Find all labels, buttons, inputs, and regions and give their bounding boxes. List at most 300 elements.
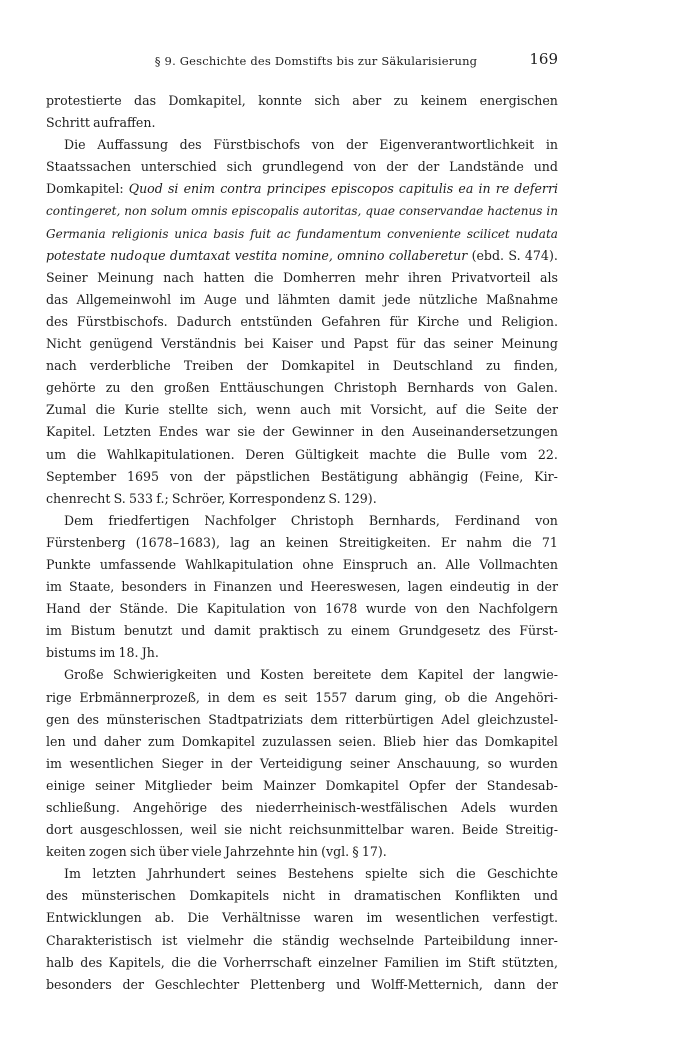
word: das	[46, 291, 69, 307]
word: Domkapitel,	[168, 93, 246, 108]
body-text	[46, 90, 558, 996]
word: episcopos	[331, 181, 394, 197]
word: Zumal	[46, 402, 87, 418]
word: die	[252, 932, 273, 948]
word: nützliche	[418, 291, 478, 307]
word: im	[366, 910, 383, 926]
word: Standesab-	[486, 777, 558, 793]
word: si	[167, 181, 179, 197]
word: Auffassung	[97, 137, 169, 153]
word: der	[472, 667, 495, 683]
word: zu	[486, 358, 501, 374]
word: den	[446, 601, 470, 617]
text-line	[46, 554, 558, 576]
word: Geschlechter	[154, 976, 240, 992]
word: protestierte	[46, 93, 122, 108]
word: omnino	[337, 247, 385, 263]
word: Blieb	[383, 733, 416, 749]
word: Angehöri-	[495, 689, 558, 705]
word: der	[455, 777, 477, 793]
word: und	[245, 291, 270, 307]
text-line	[46, 399, 558, 421]
word: Bernhards	[407, 380, 475, 396]
word: Staate,	[69, 579, 115, 595]
word: (Feine,	[479, 468, 524, 484]
word: damit	[213, 623, 251, 639]
text-line	[46, 421, 558, 443]
word: halb	[46, 954, 74, 970]
word: nomine,	[281, 247, 333, 263]
word: an	[259, 534, 276, 550]
word: Die	[176, 601, 199, 617]
word: und	[533, 888, 558, 904]
word: S.	[113, 490, 126, 506]
word: Deren	[245, 446, 285, 462]
word: genügend	[89, 336, 153, 352]
word: stützten,	[502, 954, 558, 970]
word: Domkapitel:	[46, 181, 124, 197]
word: auf	[436, 402, 457, 418]
word: der	[386, 159, 408, 175]
text-line	[46, 223, 558, 245]
word: Jahrzehnte	[224, 844, 295, 860]
word: grundlegend	[262, 159, 344, 175]
text-line	[46, 377, 558, 399]
word: seiner	[95, 777, 135, 793]
word: ihren	[407, 269, 442, 285]
word: Kirche	[417, 313, 460, 329]
text-line	[46, 90, 558, 112]
word: aber	[352, 93, 382, 108]
word: Germania	[46, 226, 106, 241]
word: die	[254, 269, 274, 285]
word: Familien	[383, 954, 439, 970]
word: 71	[541, 534, 558, 550]
word: aufraffen.	[93, 115, 156, 131]
text-line	[46, 841, 558, 863]
word: der	[536, 579, 558, 595]
word: sich	[419, 866, 445, 882]
word: conveniente	[387, 226, 461, 241]
word: re	[495, 181, 510, 197]
word: die	[171, 954, 191, 970]
word: Kapitel	[417, 667, 464, 683]
word: Fürst-	[519, 623, 558, 639]
text-line	[46, 907, 558, 929]
word: darum	[355, 689, 397, 705]
word: (1678–1683),	[135, 534, 220, 550]
text-line	[46, 952, 558, 974]
word: beim	[221, 777, 254, 793]
word: gen	[46, 711, 70, 727]
text-line	[46, 245, 558, 267]
word: enim	[183, 181, 216, 197]
word: wurden	[509, 800, 558, 815]
word: Staatssachen	[46, 159, 131, 175]
word: Jahrhundert	[147, 866, 226, 882]
word: Schritt	[46, 115, 90, 131]
word: weil	[190, 822, 217, 838]
word: Kapitels,	[108, 954, 165, 970]
word: im	[445, 954, 462, 970]
word: ist	[161, 932, 178, 948]
word: Große	[64, 667, 104, 683]
word: Fürstbischofs	[213, 137, 301, 153]
word: wurde	[365, 601, 407, 617]
word: sich,	[217, 402, 248, 418]
word: die	[467, 689, 488, 705]
text-line	[46, 444, 558, 466]
text-line	[46, 134, 558, 156]
word: Deutschland	[392, 358, 473, 374]
word: benutzt	[124, 623, 173, 639]
word: gleichzustel-	[477, 711, 558, 727]
word: lähmten	[277, 291, 331, 307]
text-line	[46, 642, 558, 664]
word: zuzulassen	[262, 733, 332, 749]
word: der	[536, 402, 558, 418]
text-line	[46, 930, 558, 952]
word: wesentlichen	[395, 910, 480, 926]
word: nudoque	[110, 247, 166, 263]
word: konnte	[258, 93, 303, 108]
text-line	[46, 532, 558, 554]
word: zu	[393, 93, 409, 108]
word: in	[517, 579, 530, 595]
word: Allgemeinwohl	[76, 291, 172, 307]
word: sich	[129, 844, 156, 860]
word: Verständnis	[160, 336, 237, 352]
word: Finanzen	[213, 579, 272, 595]
word: September	[46, 468, 117, 484]
word: bistums	[46, 645, 97, 661]
word: mit	[340, 402, 362, 418]
word: Parteibildung	[423, 932, 511, 948]
word: Charakteristisch	[46, 932, 153, 948]
word: Religion.	[501, 313, 558, 329]
word: Domkapitels	[189, 888, 270, 904]
text-line	[46, 112, 558, 134]
word: im	[46, 755, 62, 771]
text-line	[46, 974, 558, 996]
word: Fürstbischofs.	[76, 313, 168, 329]
text-line	[46, 289, 558, 311]
word: hatten	[203, 269, 245, 285]
word: einige	[46, 777, 86, 793]
word: Jh.	[141, 645, 159, 661]
word: zu	[105, 380, 121, 396]
word: in	[328, 888, 341, 904]
word: Gewinner	[291, 424, 354, 440]
word: in	[546, 204, 558, 219]
word: Heereswesen,	[310, 579, 401, 595]
text-line	[46, 775, 558, 797]
word: ab.	[154, 910, 175, 926]
word: in	[207, 689, 220, 705]
word: Vorsicht,	[370, 402, 427, 418]
word: den	[380, 424, 405, 440]
word: Anschauung,	[397, 755, 480, 771]
word: deferri	[514, 181, 558, 197]
word: von	[483, 380, 507, 396]
text-line	[46, 731, 558, 753]
word: und	[181, 623, 206, 639]
word: des	[179, 137, 202, 153]
word: Domkapitel	[281, 358, 355, 374]
word: Kaiser	[271, 336, 313, 352]
word: Wahlkapitulation	[185, 556, 294, 572]
word: Wolff-Metternich,	[371, 976, 483, 992]
word: Sieger	[161, 755, 204, 771]
word: für	[389, 313, 409, 329]
word: bei	[244, 336, 264, 352]
word: wesentlichen	[69, 755, 154, 771]
word: seiner	[349, 755, 390, 771]
word: spielte	[365, 866, 408, 882]
word: großen	[163, 380, 210, 396]
text-line	[46, 333, 558, 355]
word: Er	[440, 534, 457, 550]
word: Opfer	[408, 777, 446, 793]
word: 474).	[524, 247, 558, 263]
word: der	[262, 424, 285, 440]
word: 533	[129, 490, 154, 506]
text-line	[46, 510, 558, 532]
word: Konflikten	[454, 888, 521, 904]
word: wechselnde	[339, 932, 415, 948]
word: niederrheinisch-westfälischen	[255, 800, 448, 815]
word: abhängig	[408, 468, 469, 484]
word: Erbmännerprozeß,	[79, 689, 200, 705]
word: ohne	[302, 556, 334, 572]
word: S.	[508, 247, 521, 263]
word: Punkte	[46, 556, 91, 572]
word: Alle	[445, 556, 471, 572]
word: ob	[444, 689, 461, 705]
word: schließung.	[46, 800, 120, 815]
word: eindeutig	[449, 579, 511, 595]
word: der	[89, 601, 111, 617]
word: des	[80, 954, 103, 970]
word: hin	[297, 844, 318, 860]
word: sich	[314, 93, 340, 108]
word: Galen.	[516, 380, 558, 396]
word: die	[512, 534, 532, 550]
word: solum	[150, 204, 188, 219]
word: für	[396, 336, 416, 352]
word: len	[46, 733, 66, 749]
word: 17).	[361, 844, 387, 860]
word: in	[361, 424, 374, 440]
word: Christoph	[290, 512, 354, 528]
word: des	[220, 800, 243, 815]
text-line	[46, 797, 558, 819]
word: Stände.	[119, 601, 169, 617]
word: Auseinandersetzungen	[412, 424, 558, 440]
word: nach	[163, 269, 194, 285]
word: auch	[300, 402, 331, 418]
text-line	[46, 576, 558, 598]
word: Hand	[46, 601, 81, 617]
word: Vollmachten	[479, 556, 558, 572]
page-number: 169	[529, 50, 558, 68]
word: Meinung	[501, 336, 558, 352]
word: über	[158, 844, 189, 860]
word: dann	[493, 976, 526, 992]
word: besonders	[46, 976, 112, 992]
text-line	[46, 311, 558, 333]
word: Nachfolger	[204, 512, 276, 528]
word: Ferdinand	[454, 512, 521, 528]
word: Domkapitel	[484, 733, 558, 749]
word: Grundgesetz	[398, 623, 481, 639]
word: ritterbürtigen	[345, 711, 434, 727]
word: Seiner	[46, 269, 88, 285]
word: und	[533, 159, 558, 175]
word: des	[46, 888, 68, 904]
text-line	[46, 620, 558, 642]
word: 1557	[315, 689, 348, 705]
word: verfestigt.	[492, 910, 558, 926]
word: und	[468, 313, 493, 329]
word: contingeret,	[46, 204, 121, 219]
word: (vgl.	[321, 844, 350, 860]
word: Privatvorteil	[451, 269, 531, 285]
word: Kapitulation	[206, 601, 286, 617]
word: ging,	[404, 689, 437, 705]
word: Domkapitel	[325, 777, 399, 793]
word: von	[414, 601, 438, 617]
word: entstünden	[240, 313, 313, 329]
word: (ebd.	[471, 247, 505, 263]
word: basis	[213, 226, 245, 241]
word: den	[130, 380, 155, 396]
word: rige	[46, 689, 72, 705]
word: langwie-	[503, 667, 558, 683]
text-line	[46, 488, 558, 510]
word: 22.	[537, 446, 558, 462]
word: der	[536, 976, 558, 992]
word: Domherren	[282, 269, 356, 285]
word: bereitete	[313, 667, 372, 683]
word: scilicet	[466, 226, 510, 241]
word: nicht	[282, 888, 315, 904]
word: 18.	[118, 645, 139, 661]
word: Adel	[441, 711, 470, 727]
word: im	[99, 645, 116, 661]
word: omnis	[191, 204, 228, 219]
word: ac	[276, 226, 291, 241]
word: Seite	[494, 402, 528, 418]
word: collaberetur	[388, 247, 468, 263]
word: Streitig-	[505, 822, 558, 838]
word: Bernhards,	[368, 512, 440, 528]
word: ständig	[282, 932, 330, 948]
word: viele	[191, 844, 222, 860]
word: Einspruch	[342, 556, 408, 572]
word: Die	[64, 137, 86, 153]
word: 1678	[325, 601, 358, 617]
word: Quod	[128, 181, 163, 197]
text-line	[46, 156, 558, 178]
word: die	[76, 446, 97, 462]
word: Verteidigung	[259, 755, 343, 771]
word: Kosten	[260, 667, 304, 683]
word: keinen	[285, 534, 329, 550]
word: keiten	[46, 844, 86, 860]
word: Eigenverantwortlichkeit	[379, 137, 535, 153]
word: Wahlkapitulationen.	[106, 446, 235, 462]
word: Bistum	[70, 623, 116, 639]
word: religionis	[111, 226, 169, 241]
word: im	[46, 579, 62, 595]
word: in	[545, 137, 558, 153]
word: f.;	[156, 490, 169, 506]
word: waren	[313, 910, 354, 926]
word: Kir-	[534, 468, 558, 484]
word: Gültigkeit	[295, 446, 359, 462]
word: Kurie	[124, 402, 160, 418]
running-header-title: § 9. Geschichte des Domstifts bis zur Säkularisierung	[154, 54, 478, 68]
word: daher	[103, 733, 142, 749]
word: Stadtpatriziats	[208, 711, 303, 727]
word: episcopalis	[231, 204, 299, 219]
word: und	[72, 733, 97, 749]
word: münsterischen	[81, 888, 176, 904]
word: nicht	[249, 822, 282, 838]
word: Stift	[468, 954, 496, 970]
word: jede	[383, 291, 411, 307]
word: in	[210, 755, 223, 771]
word: von	[169, 468, 193, 484]
word: machte	[369, 446, 417, 462]
word: hier	[422, 733, 449, 749]
word: die	[426, 446, 447, 462]
word: des	[46, 313, 68, 329]
word: das	[423, 336, 446, 352]
word: einzelner	[318, 954, 378, 970]
word: Im	[64, 866, 81, 882]
word: unterschied	[140, 159, 217, 175]
word: der	[417, 159, 440, 175]
word: vom	[500, 446, 528, 462]
word: Papst	[353, 336, 389, 352]
word: das	[134, 93, 157, 108]
word: im	[46, 623, 62, 639]
word: Enttäuschungen	[219, 380, 325, 396]
word: ausgeschlossen,	[79, 822, 184, 838]
text-line	[46, 200, 558, 222]
word: und	[320, 336, 346, 352]
word: nach	[46, 358, 77, 374]
word: Nicht	[46, 336, 82, 352]
word: und	[336, 976, 361, 992]
text-line	[46, 709, 558, 731]
word: gehörte	[46, 380, 96, 396]
word: keinem	[420, 93, 468, 108]
word: der	[346, 137, 368, 153]
word: Auge	[204, 291, 237, 307]
word: Die	[187, 910, 209, 926]
word: die	[456, 866, 476, 882]
word: wurden	[509, 755, 558, 771]
word: dem	[380, 667, 409, 683]
word: und	[279, 579, 304, 595]
word: §	[352, 844, 359, 860]
word: seien.	[338, 733, 377, 749]
word: sie	[237, 424, 256, 440]
word: capitulis	[398, 181, 454, 197]
